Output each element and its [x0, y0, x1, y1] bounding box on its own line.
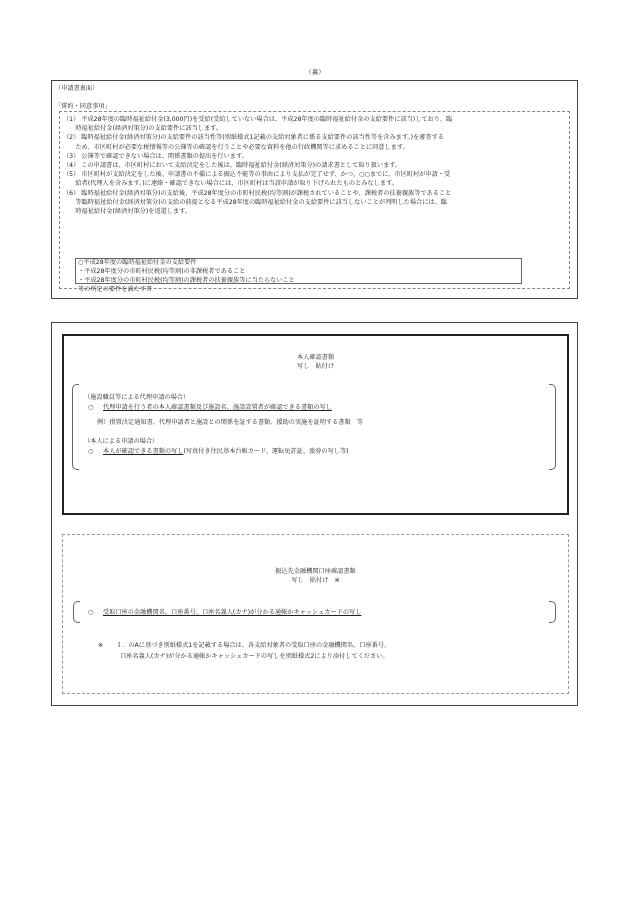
page-side-label: （裏）	[305, 68, 325, 76]
requirements-list	[78, 258, 295, 286]
self-item-rest: (写真付き住民基本台帳カード、運転免許証、旅券の写し等)	[183, 448, 349, 455]
bank-item-bullet: ○	[88, 609, 94, 616]
note-line: 口座名義人(カナ)が分かる通帳かキャッシュカードの写しを別紙様式2により添付してください。	[120, 653, 389, 660]
bank-doc-subtitle: 写し 貼付け ※	[291, 577, 340, 584]
proxy-heading: （施設職員等による代理申請の場合）	[84, 394, 190, 401]
requirement-line: ○平成28年度の臨時福祉給付金の支給要件	[78, 259, 197, 266]
self-heading: （本人による申請の場合）	[84, 438, 159, 445]
pledge-item: 時福祉給付金(経済対策分)の支給要件に該当します。	[63, 125, 223, 133]
pledge-items	[63, 115, 452, 216]
left-bracket	[72, 384, 79, 470]
pledge-item: （6） 臨時福祉給付金(経済対策分)の支給後、平成28年度分の市町村民税(均等割)が課税されていることや、課税者の扶養親族等であること	[63, 189, 452, 197]
left-bracket	[73, 601, 80, 623]
pledge-item: （2） 臨時福祉給付金(経済対策分)の支給要件の該当性等(別紙様式1記載の支給対象者に係る支給要件の該当性等を含みます。)を審査する	[63, 134, 444, 142]
note-mark: ※	[98, 642, 104, 649]
pledge-item: 等臨時福祉給付金(経済対策分)の支給の前提となる平成28年度の臨時福祉給付金の支給要件に該当しないことが判明した場合には、臨	[63, 198, 447, 206]
note-line: １．のAに基づき別紙様式1を記載する場合は、各支給対象者の受取口座の金融機関名、口座番号、	[116, 642, 391, 649]
proxy-item: 代理申請を行う者の本人確認書類及び施設名、施設設置者が確認できる書類の写し	[103, 404, 332, 411]
right-bracket	[549, 384, 556, 470]
pledge-item: （4） この申請書は、市区町村において支給決定をした後は、臨時福祉給付金(経済対策分)の請求書として取り扱います。	[63, 162, 402, 170]
pledge-item: （3） 公簿等で確認できない場合は、関係書類の提出を行います。	[63, 152, 248, 160]
requirement-line: ・平成28年度分の市町村民税(均等割)の課税者の扶養親族等に当たらないこと	[78, 277, 295, 285]
section-heading: （申請書裏面）	[55, 85, 99, 92]
self-item	[103, 447, 349, 456]
pledge-item: 給者(代理人を含みます。)に連絡・確認できない場合には、市区町村は当該申請が取り下げられたものとみなします。	[63, 180, 398, 188]
proxy-item-bullet: ○	[88, 404, 94, 411]
self-item-underlined: 本人が確認できる書類の写し	[103, 448, 184, 455]
requirement-line: ・平成28年度分の市町村民税(均等割)の非課税者であること	[78, 268, 246, 276]
pledge-item: ため、市区町村が必要な税情報等の公簿等の確認を行うことや必要な資料を他の行政機関等に求めることに同意します。	[63, 143, 409, 151]
proxy-example: 例）措置決定通知書、代理申請者と施設との関係を証する書類、援助の実施を証明する書類 等	[97, 419, 364, 426]
bank-item: 受取口座の金融機関名、口座番号、口座名義人(カナ)が分かる通帳かキャッシュカードの写し	[103, 609, 362, 616]
id-doc-title: 本人確認書類	[296, 354, 335, 361]
right-bracket	[549, 601, 556, 623]
pledge-item: （1） 平成28年度の臨時福祉給付金(3,000円)を受給(受給していない場合は、平成28年度の臨時福祉給付金の支給要件に該当)しており、臨	[63, 116, 453, 123]
self-item-bullet: ○	[88, 448, 94, 455]
pledge-item: 時福祉給付金(経済対策分)を返還します。	[63, 208, 192, 216]
pledge-title: 「誓約・同意事項」	[55, 103, 111, 110]
pledge-item: （5） 市区町村が支給決定をした後、申請書の不備による振込不能等の事由により支払が完了せず、かつ、○○までに、市区町村が申請・受	[63, 171, 451, 179]
id-doc-subtitle: 写し 貼付け	[296, 363, 335, 370]
requirements-tail: 等の所定の要件を満たす者	[78, 286, 153, 293]
bank-doc-title: 振込先金融機関口座確認書類	[275, 568, 356, 575]
